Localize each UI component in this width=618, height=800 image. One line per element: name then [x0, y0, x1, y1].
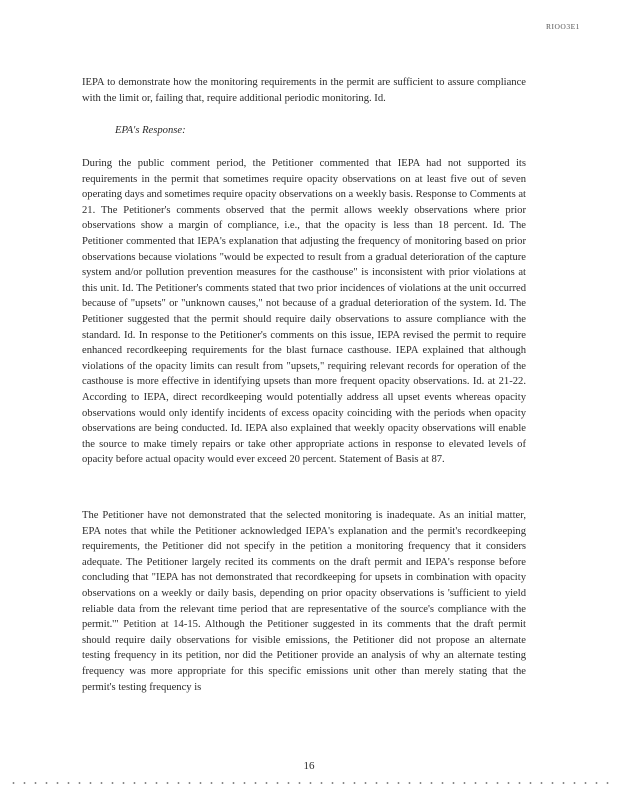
paragraph-intro: IEPA to demonstrate how the monitoring requirements in the permit are sufficient to assure compliance with the limit or, failing that, require additional periodic monitoring. Id.: [82, 77, 526, 104]
section-heading: EPA's Response:: [115, 125, 186, 136]
paragraph-analysis: The Petitioner have not demonstrated that the selected monitoring is inadequate. As an initial matter, EPA notes that while the Petitioner acknowledged IEPA's explanation and the permit's recordkeeping requirements, the Petitioner did not specify in the petition a monitoring frequency that it considers adequate. The Petitioner largely recited its comments on the draft permit and IEPA's response before concluding that "IEPA has not demonstrated that recordkeeping for upsets in combination with opacity observations on a weekly or daily basis, depending on prior opacity observations is 'sufficient to yield reliable data from the relevant time period that are representative of the source's compliance with the permit.'" Petition at 14-15. Although the Petitioner suggested in its comments that the draft permit should require daily observations for visible emissions, the Petitioner did not propose an alternate testing frequency in its petition, nor did the Petitioner provide an analysis of why an alternate testing frequency was more appropriate for this specific emissions unit other than merely stating that the permit's testing frequency is: [82, 510, 526, 693]
paragraph-response: During the public comment period, the Petitioner commented that IEPA had not supported its requirements in the permit that sometimes require opacity observations on at least five out of seven operating days and sometimes require opacity observations on a weekly basis. Response to Comments at 21. The Petitioner's comments observed that the permit allows weekly observations where prior observations show a margin of compliance, i.e., that the opacity is less than 18 percent. Id. The Petitioner commented that IEPA's explanation that adjusting the frequency of monitoring based on prior observations because violations "would be expected to result from a gradual deterioration of the capture system and/or pollution prevention measures for the casthouse" is inconsistent with prior violations at this unit. Id. The Petitioner's comments stated that two prior incidences of violations at the unit occurred because of "upsets" or "unknown causes," not because of a gradual deterioration of the system. Id. The Petitioner suggested that the permit should require daily observations to assure compliance with the standard. Id. In response to the Petitioner's comments on this issue, IEPA revised the permit to require enhanced recordkeeping requirements for the blast furnace casthouse. IEPA explained that although violations of the opacity limits can result from "upsets," requiring relevant records for operation of the casthouse is more effective in identifying upsets than more frequent opacity observations. Id. at 21-22. According to IEPA, direct recordkeeping would potentially address all upset events whereas opacity observations would only identify incidents of excess opacity coinciding with the periods when opacity observations are being conducted. Id. IEPA also explained that weekly opacity observations will enable the source to make timely repairs or take other appropriate actions in response to elevated levels of opacity before actual opacity would ever exceed 20 percent. Statement of Basis at 87.: [82, 158, 526, 466]
bates-number: RIOO3E1: [546, 22, 580, 31]
page-number: 16: [303, 760, 315, 772]
scan-edge-dots: [8, 782, 610, 784]
